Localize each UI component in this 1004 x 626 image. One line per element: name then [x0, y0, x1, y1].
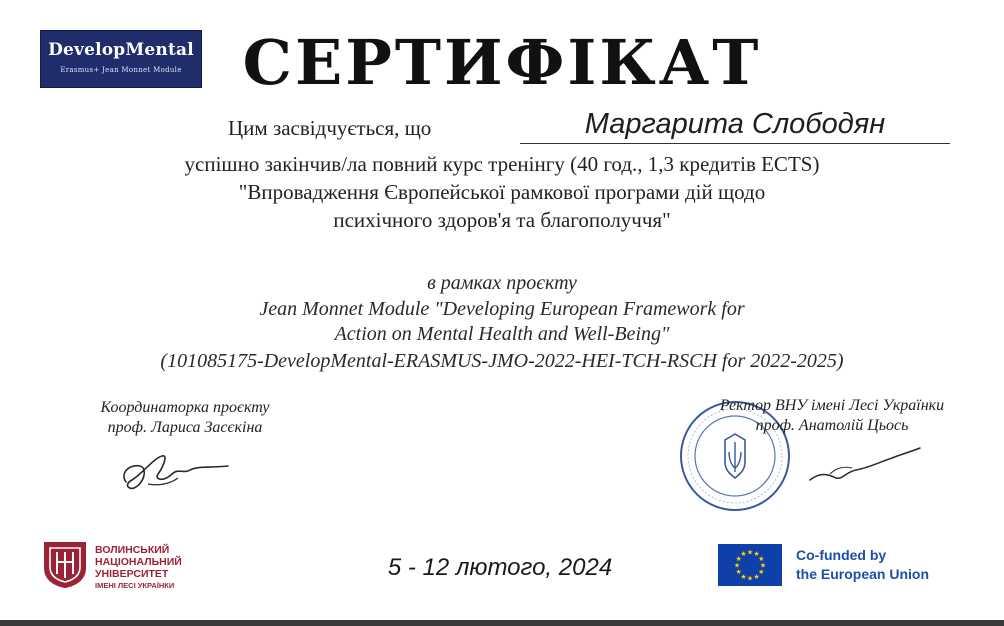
university-name	[95, 544, 235, 592]
eu-star: ★	[733, 561, 741, 570]
coordinator-block	[70, 398, 300, 438]
eu-star: ★	[735, 568, 742, 576]
eu-line-2: the European Union	[796, 566, 929, 582]
course-line-1: "Впровадження Європейської рамкової програми дій щодо	[238, 180, 766, 204]
eu-flag-icon	[718, 544, 782, 586]
eu-star: ★	[735, 555, 742, 563]
logo-subtitle: Erasmus+ Jean Monnet Module	[60, 66, 182, 74]
eu-star: ★	[753, 550, 760, 559]
eu-star: ★	[746, 574, 754, 583]
eu-star: ★	[746, 548, 754, 557]
logo-name: DevelopMental	[48, 40, 194, 60]
completed-line: успішно закінчив/ла повний курс тренінгу (40 год., 1,3 кредитів ECTS)	[184, 152, 820, 176]
university-line-1: ВОЛИНСЬКИЙ	[95, 544, 170, 556]
rector-block	[682, 396, 982, 436]
eu-star: ★	[753, 572, 760, 581]
bottom-border	[0, 620, 1004, 626]
eu-cofunded-text	[796, 546, 929, 584]
coordinator-name: проф. Лариса Засєкіна	[107, 419, 263, 436]
rector-role: Ректор ВНУ імені Лесі Українки	[719, 397, 945, 414]
eu-star: ★	[758, 568, 765, 576]
rector-name: проф. Анатолій Цьось	[755, 417, 909, 434]
university-line-4: ІМЕНІ ЛЕСІ УКРАЇНКИ	[95, 581, 175, 590]
university-line-3: УНІВЕРСИТЕТ	[95, 568, 169, 580]
coordinator-signature	[118, 444, 238, 496]
eu-star: ★	[758, 555, 765, 563]
university-crest-icon	[40, 538, 90, 590]
eu-star: ★	[759, 561, 767, 570]
project-code: (101085175-DevelopMental-ERASMUS-JMO-2022-HEI-TCH-RSCH for 2022-2025)	[160, 350, 844, 372]
certificate-title: СЕРТИФІКАТ	[242, 26, 762, 99]
eu-star: ★	[740, 572, 747, 581]
certificate-date: 5 - 12 лютого, 2024	[387, 554, 613, 581]
project-line-1: Jean Monnet Module "Developing European Framework for	[259, 298, 745, 320]
project-line-2: Action on Mental Health and Well-Being"	[334, 323, 670, 345]
course-line-2: психічного здоров'я та благополуччя"	[333, 208, 671, 232]
project-intro: в рамках проєкту	[427, 272, 577, 294]
certify-prefix: Цим засвідчується, що	[228, 116, 432, 140]
recipient-name: Маргарита Слободян	[520, 108, 950, 144]
coordinator-role: Координаторка проєкту	[100, 399, 270, 416]
university-line-2: НАЦІОНАЛЬНИЙ	[95, 556, 182, 568]
eu-line-1: Co-funded by	[796, 547, 887, 563]
rector-signature	[806, 444, 926, 488]
eu-star: ★	[740, 550, 747, 559]
